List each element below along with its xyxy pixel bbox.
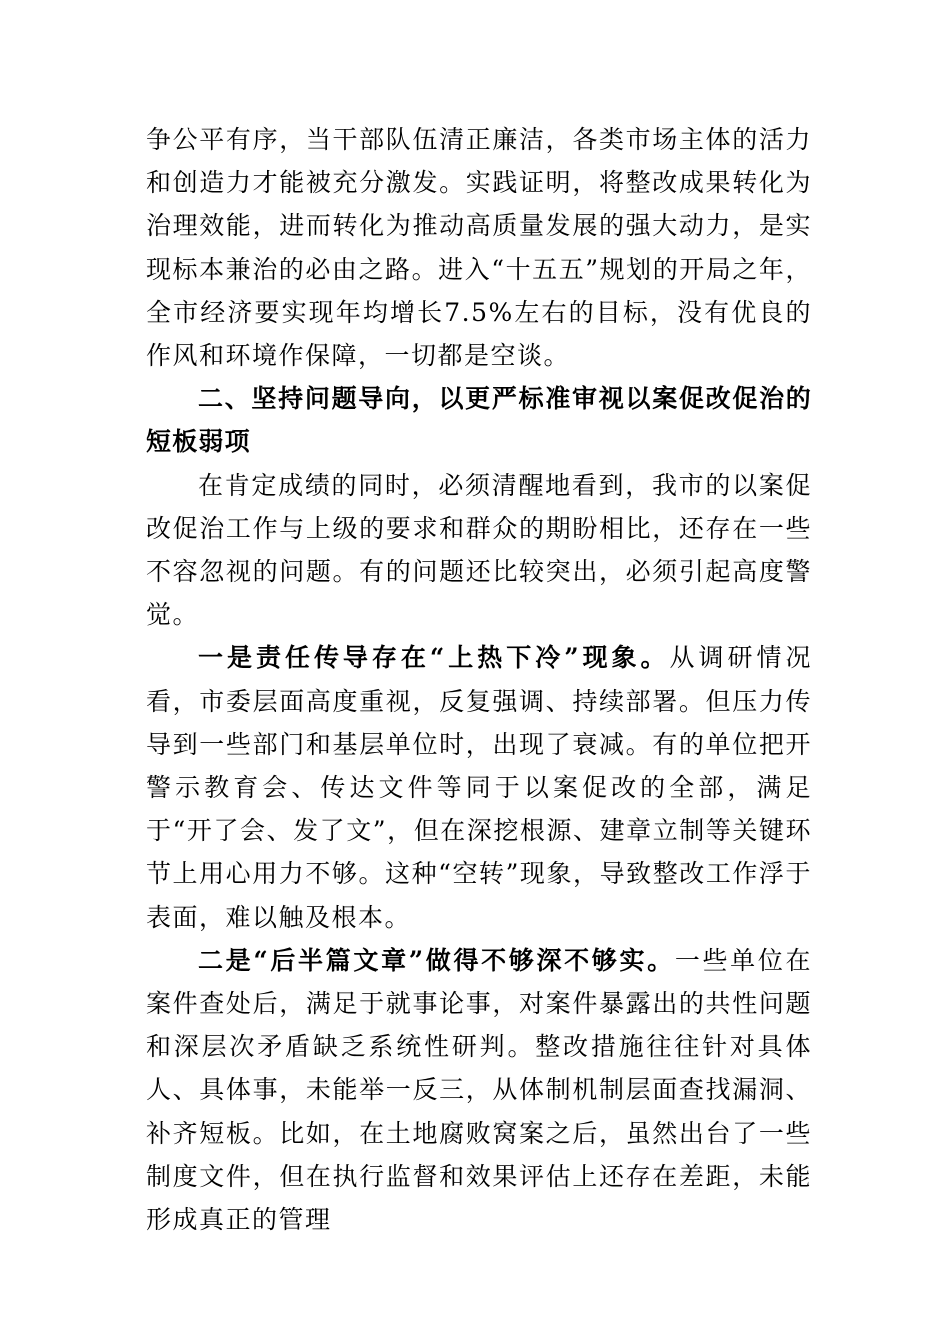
point-1-lead: 一是责任传导存在“上热下冷”现象。 <box>198 643 670 673</box>
document-body <box>146 118 812 1241</box>
point-2-lead: 二是“后半篇文章”做得不够深不够实。 <box>198 945 675 975</box>
paragraph-continued: 争公平有序，当干部队伍清正廉洁，各类市场主体的活力和创造力才能被充分激发。实践证明，将整改成果转化为治理效能，进而转化为推动高质量发展的强大动力，是实现标本兼治的必由之路。进入“十五五”规划的开局之年，全市经济要实现年均增长7.5%左右的目标，没有优良的作风和环境作保障，一切都是空谈。 <box>146 125 812 371</box>
point-2-body: 一些单位在案件查处后，满足于就事论事，对案件暴露出的共性问题和深层次矛盾缺乏系统性研判。整改措施往往针对具体人、具体事，未能举一反三，从体制机制层面查找漏洞、补齐短板。比如，在土地腐败窝案之后，虽然出台了一些制度文件，但在执行监督和效果评估上还存在差距，未能形成真正的管理 <box>146 945 812 1235</box>
point-1-body: 从调研情况看，市委层面高度重视，反复强调、持续部署。但压力传导到一些部门和基层单位时，出现了衰减。有的单位把开警示教育会、传达文件等同于以案促改的全部，满足于“开了会、发了文”，但在深挖根源、建章立制等关键环节上用心用力不够。这种“空转”现象，导致整改工作浮于表面，难以触及根本。 <box>146 643 812 932</box>
section-heading: 二、坚持问题导向，以更严标准审视以案促改促治的短板弱项 <box>146 384 812 457</box>
paragraph-intro: 在肯定成绩的同时，必须清醒地看到，我市的以案促改促治工作与上级的要求和群众的期盼相比，还存在一些不容忽视的问题。有的问题还比较突出，必须引起高度警觉。 <box>146 470 812 630</box>
paragraph-point-2 <box>146 939 812 1241</box>
paragraph-point-1 <box>146 636 812 938</box>
